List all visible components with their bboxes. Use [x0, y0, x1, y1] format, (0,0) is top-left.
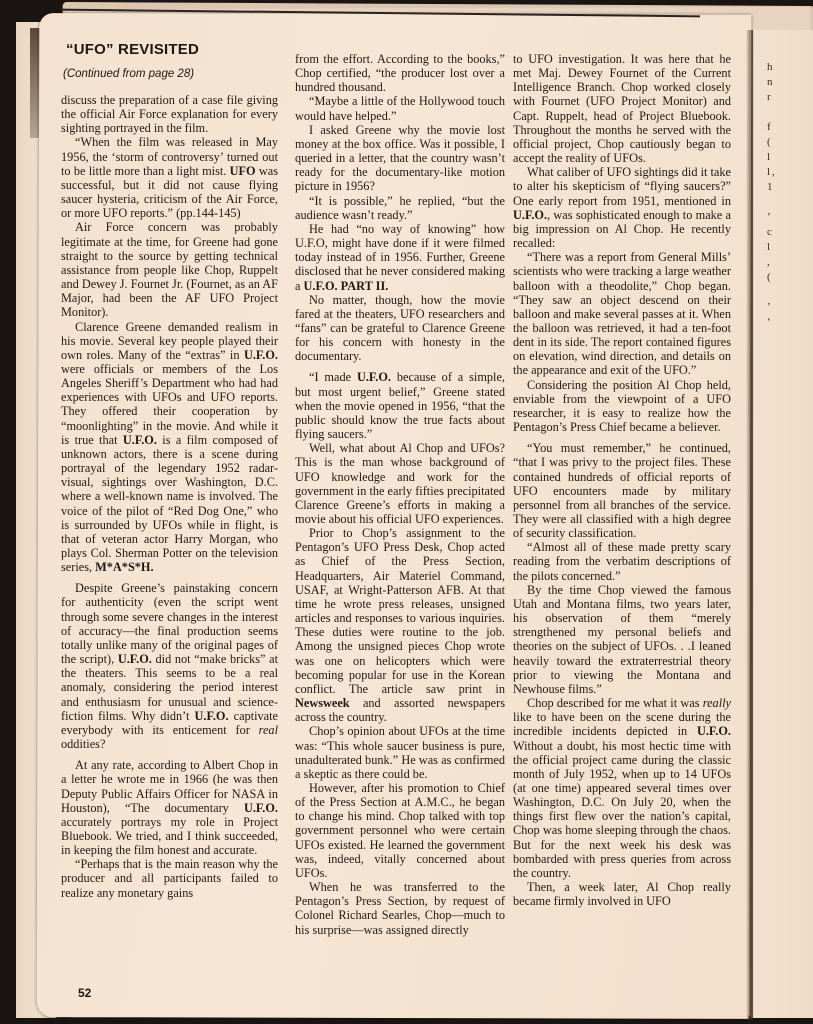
paragraph: “It is possible,” he replied, “but the audience wasn’t ready.”: [295, 193, 505, 222]
paragraph: By the time Chop viewed the famous Utah and Montana films, two years later, his observation of them “merely strengthened my personal beliefs and theories on the subject of UFOs. . .I leaned heavily toward the extraterrestrial theory prior to viewing the Montana and Newhouse films.”: [513, 582, 731, 696]
paragraph: Chop described for me what it was really like to have been on the scene during the incredible incidents depicted in U.F.O. Without a doubt, his most hectic time with the official project came during the classic month of July 1952, when up to 14 UFOs (at one time) appeared several times over Washington, D.C. On July 20, when the things first flew over the nation’s capital, Chop was home sleeping through the chaos. But for the next week his desk was bombarded with press queries from across the country.: [513, 696, 731, 880]
paragraph: However, after his promotion to Chief of the Press Section at A.M.C., he began to change his mind. Chop talked with top government personnel who were certain UFOs existed. He learned the government was, indeed, vitally concerned about UFOs.: [295, 780, 505, 880]
paragraph: Air Force concern was probably legitimate at the time, for Greene had gone straight to the source by getting technical assistance from people like Chop, Ruppelt and Dewey J. Fournet Jr. (Fournet, as an AF Major, had been the AF UFO Project Monitor).: [61, 220, 278, 320]
paragraph: from the effort. According to the books,” Chop certified, “the producer lost over a hundred thousand.: [295, 52, 505, 95]
adjacent-page-edge: [750, 30, 813, 1018]
paragraph: I asked Greene why the movie lost money at the box office. Was it possible, I queried in a letter, that the country wasn’t ready for the documentary-like motion picture in 1956?: [295, 122, 505, 194]
continued-note: (Continued from page 28): [63, 68, 195, 80]
paragraph: When he was transferred to the Pentagon’s Press Section, by request of Colonel Richard Searles, Chop—much to his surprise—was assigned directly: [295, 880, 505, 937]
paragraph: Then, a week later, Al Chop really became firmly involved in UFO: [513, 880, 731, 909]
paragraph: “Maybe a little of the Hollywood touch would have helped.”: [295, 94, 505, 123]
paragraph: Considering the position Al Chop held, enviable from the viewpoint of a UFO researcher, it is easy to realize how the Pentagon’s Press Chief became a believer.: [513, 377, 731, 435]
page-fold-shadow: [746, 30, 754, 1020]
paragraph: discuss the preparation of a case file giving the official Air Force explanation for every sighting portrayed in the film.: [61, 93, 278, 136]
paragraph: “You must remember,” he continued, “that I was privy to the project files. These contained hundreds of official reports of UFO encounters made by military personnel from all branches of the service. They were all classified with a high degree of security classification.: [513, 441, 731, 541]
paragraph: “I made U.F.O. because of a simple, but most urgent belief,” Greene stated when the movie opened in 1956, “that the public should know the true facts about flying saucers.”: [295, 370, 505, 442]
paragraph: No matter, though, how the movie fared at the theaters, UFO researchers and “fans” can be grateful to Clarence Greene for his concern with honesty in the documentary.: [295, 292, 505, 364]
paragraph: Despite Greene’s painstaking concern for authenticity (even the script went through some severe changes in the interest of accuracy—the final production seems totally unlike many of the original pages of the script), U.F.O. did not “make bricks” at the theaters. This seems to be a real anomaly, considering the period interest and enthusiasm for unusual and science-fiction films. Why didn’t U.F.O. captivate everybody with its enticement for real oddities?: [61, 581, 278, 752]
paragraph: “Perhaps that is the main reason why the producer and all participants failed to realize any monetary gains: [61, 857, 278, 900]
article-title: “UFO” REVISITED: [66, 41, 200, 58]
text-column-3: [513, 52, 731, 908]
paragraph: At any rate, according to Albert Chop in a letter he wrote me in 1966 (he was then Deputy Public Affairs Officer for NASA in Houston), “The documentary U.F.O. accurately portrays my role in Project Bluebook. We tried, and I think succeeded, in keeping the film honest and accurate.: [61, 758, 278, 858]
paragraph: Clarence Greene demanded realism in his movie. Several key people played their own roles. Many of the “extras” in U.F.O. were officials or members of the Los Angeles Sheriff’s Department who had had experiences with UFOs and UFO reports. They offered their cooperation by “moonlighting” in the movie. And while it is true that U.F.O. is a film composed of unknown actors, there is a scene during portrayal of the legendary 1952 radar-visual, sightings over Washington, D.C. where a well-known name is involved. The voice of the pilot of “Red Dog One,” who is surrounded by UFOs while in flight, is that of veteran actor Harry Morgan, who plays Col. Sherman Potter on the television series, M*A*S*H.: [61, 319, 278, 575]
paragraph: Prior to Chop’s assignment to the Pentagon’s UFO Press Desk, Chop acted as Chief of the Press Section, Headquarters, Air Materiel Command, USAF, at Wright-Patterson AFB. At that time he wrote press releases, unsigned articles and responses to various inquiries. These duties were routine to the job. Among the unsigned pieces Chop wrote was one on helicopters which were becoming popular for use in the Korean conflict. The article saw print in Newsweek and assorted newspapers across the country.: [295, 526, 505, 725]
paragraph: Well, what about Al Chop and UFOs? This is the man whose background of UFO knowledge and work for the government in the early fifties precipitated Clarence Greene’s efforts in making a movie about his official UFO experiences.: [295, 441, 505, 526]
paragraph: He had “no way of knowing” how U.F.O, might have done if it were filmed today instead of in 1956. Further, Greene disclosed that he never considered making a U.F.O. PART II.: [295, 221, 505, 293]
paragraph: “Almost all of these made pretty scary reading from the verbatim descriptions of the pilots concerned.”: [513, 540, 731, 583]
page-number: 52: [78, 986, 92, 1000]
paragraph: “There was a report from General Mills’ scientists who were tracking a large weather balloon with a theodolite,” Chop began. “They saw an object descend on their balloon and make several passes at it. When the balloon was retrieved, it had a ten-foot dent in its side. The report contained figures on elevation, wind direction, and details on the appearance and exit of the UFO.”: [513, 250, 731, 378]
adjacent-page-text-fragment: h n r f ( l l, 1 ’ c l , ( ’ ‘: [767, 61, 777, 328]
paragraph: to UFO investigation. It was here that he met Maj. Dewey Fournet of the Current Intelligence Branch. Chop worked closely with Fournet (UFO Project Monitor) and Capt. Ruppelt, head of Project Bluebook. Throughout the months he served with the official project, Chop cautiously began to accept the reality of UFOs.: [513, 52, 731, 166]
paragraph: What caliber of UFO sightings did it take to alter his skepticism of “flying saucers?” One early report from 1951, mentioned in U.F.O., was sophisticated enough to make a big impression on Al Chop. He recently recalled:: [513, 165, 731, 251]
text-column-1: [61, 93, 278, 900]
text-column-2: [295, 52, 505, 937]
paragraph: “When the film was released in May 1956, the ‘storm of controversy’ turned out to be little more than a light mist. UFO was successful, but it did not cause flying saucer hysteria, criticism of the Air Force, or more UFO reports.” (pp.144-145): [61, 135, 278, 221]
paragraph: Chop’s opinion about UFOs at the time was: “This whole saucer business is pure, unadulterated bunk.” He was as confirmed a skeptic as there could be.: [295, 724, 505, 781]
